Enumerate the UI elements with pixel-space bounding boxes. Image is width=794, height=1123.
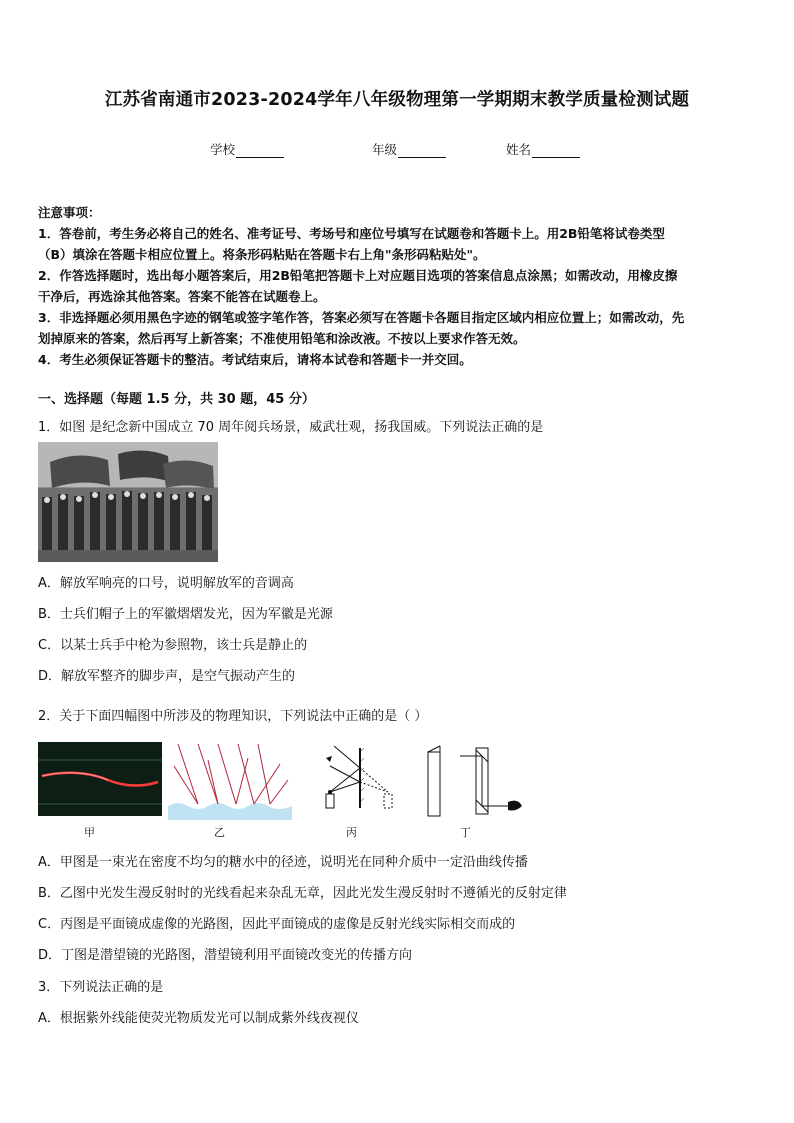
diagram-ding <box>418 742 528 822</box>
parade-photo <box>38 442 218 562</box>
question-3-stem: 3．下列说法正确的是 <box>38 980 164 995</box>
q1-option-c[interactable]: C．以某士兵手中枪为参照物，该士兵是静止的 <box>38 638 308 653</box>
q2-option-b[interactable]: B．乙图中光发生漫反射时的光线看起来杂乱无章，因此光发生漫反射时不遵循光的反射定律 <box>38 886 567 901</box>
notice-line: 4．考生必须保证答题卡的整洁。考试结束后，请将本试卷和答题卡一并交回。 <box>38 352 472 367</box>
question-2-stem: 2．关于下面四幅图中所涉及的物理知识，下列说法中正确的是（ ） <box>38 709 428 724</box>
label-ding: 丁 <box>460 826 471 839</box>
question-1-stem: 1．如图 是纪念新中国成立 70 周年阅兵场景，威武壮观，扬我国威。下列说法正确的是 <box>38 420 544 435</box>
diagram-yi <box>168 740 292 820</box>
notice-line: 2．作答选择题时，选出每小题答案后，用2B铅笔把答题卡上对应题目选项的答案信息点涂黑；如需改动，用橡皮擦 <box>38 268 678 283</box>
q2-diagrams <box>38 738 538 838</box>
school-field[interactable] <box>210 140 284 158</box>
q1-option-b[interactable]: B．士兵们帽子上的军徽熠熠发光，因为军徽是光源 <box>38 607 333 622</box>
q2-option-a[interactable]: A．甲图是一束光在密度不均匀的糖水中的径迹，说明光在同种介质中一定沿曲线传播 <box>38 855 528 870</box>
name-field[interactable] <box>506 140 580 158</box>
notice-line: 干净后，再选涂其他答案。答案不能答在试题卷上。 <box>38 289 326 304</box>
notice-heading: 注意事项： <box>38 205 101 220</box>
q3-option-a[interactable]: A．根据紫外线能使荧光物质发光可以制成紫外线夜视仪 <box>38 1011 359 1026</box>
notice-line: 1．答卷前，考生务必将自己的姓名、准考证号、考场号和座位号填写在试题卷和答题卡上。用2B铅笔将试卷类型 <box>38 226 665 241</box>
notice-line: 划掉原来的答案，然后再写上新答案；不准使用铅笔和涂改液。不按以上要求作答无效。 <box>38 331 526 346</box>
name-label: 姓名 <box>506 142 532 157</box>
q1-option-a[interactable]: A．解放军响亮的口号，说明解放军的音调高 <box>38 576 294 591</box>
diagram-jia <box>38 742 162 816</box>
diagram-bing <box>320 738 400 820</box>
q1-option-d[interactable]: D．解放军整齐的脚步声，是空气振动产生的 <box>38 669 296 684</box>
grade-field[interactable] <box>372 140 446 158</box>
notice-line: 3．非选择题必须用黑色字迹的钢笔或签字笔作答，答案必须写在答题卡各题目指定区域内相应位置上；如需改动，先 <box>38 310 685 325</box>
label-bing: 丙 <box>346 826 357 839</box>
student-info-fields <box>0 140 794 160</box>
section-heading: 一、选择题（每题 1.5 分，共 30 题，45 分） <box>38 392 315 407</box>
label-yi: 乙 <box>214 826 225 839</box>
grade-label: 年级 <box>372 142 398 157</box>
q2-option-c[interactable]: C．丙图是平面镜成虚像的光路图，因此平面镜成的虚像是反射光线实际相交而成的 <box>38 917 516 932</box>
school-label: 学校 <box>210 142 236 157</box>
notice-line: （B）填涂在答题卡相应位置上。将条形码粘贴在答题卡右上角"条形码粘贴处"。 <box>38 247 486 262</box>
page-title: 江苏省南通市2023-2024学年八年级物理第一学期期末教学质量检测试题 <box>104 90 690 110</box>
parade-image <box>38 442 218 562</box>
q2-option-d[interactable]: D．丁图是潜望镜的光路图，潜望镜利用平面镜改变光的传播方向 <box>38 948 413 963</box>
label-jia: 甲 <box>84 826 95 839</box>
